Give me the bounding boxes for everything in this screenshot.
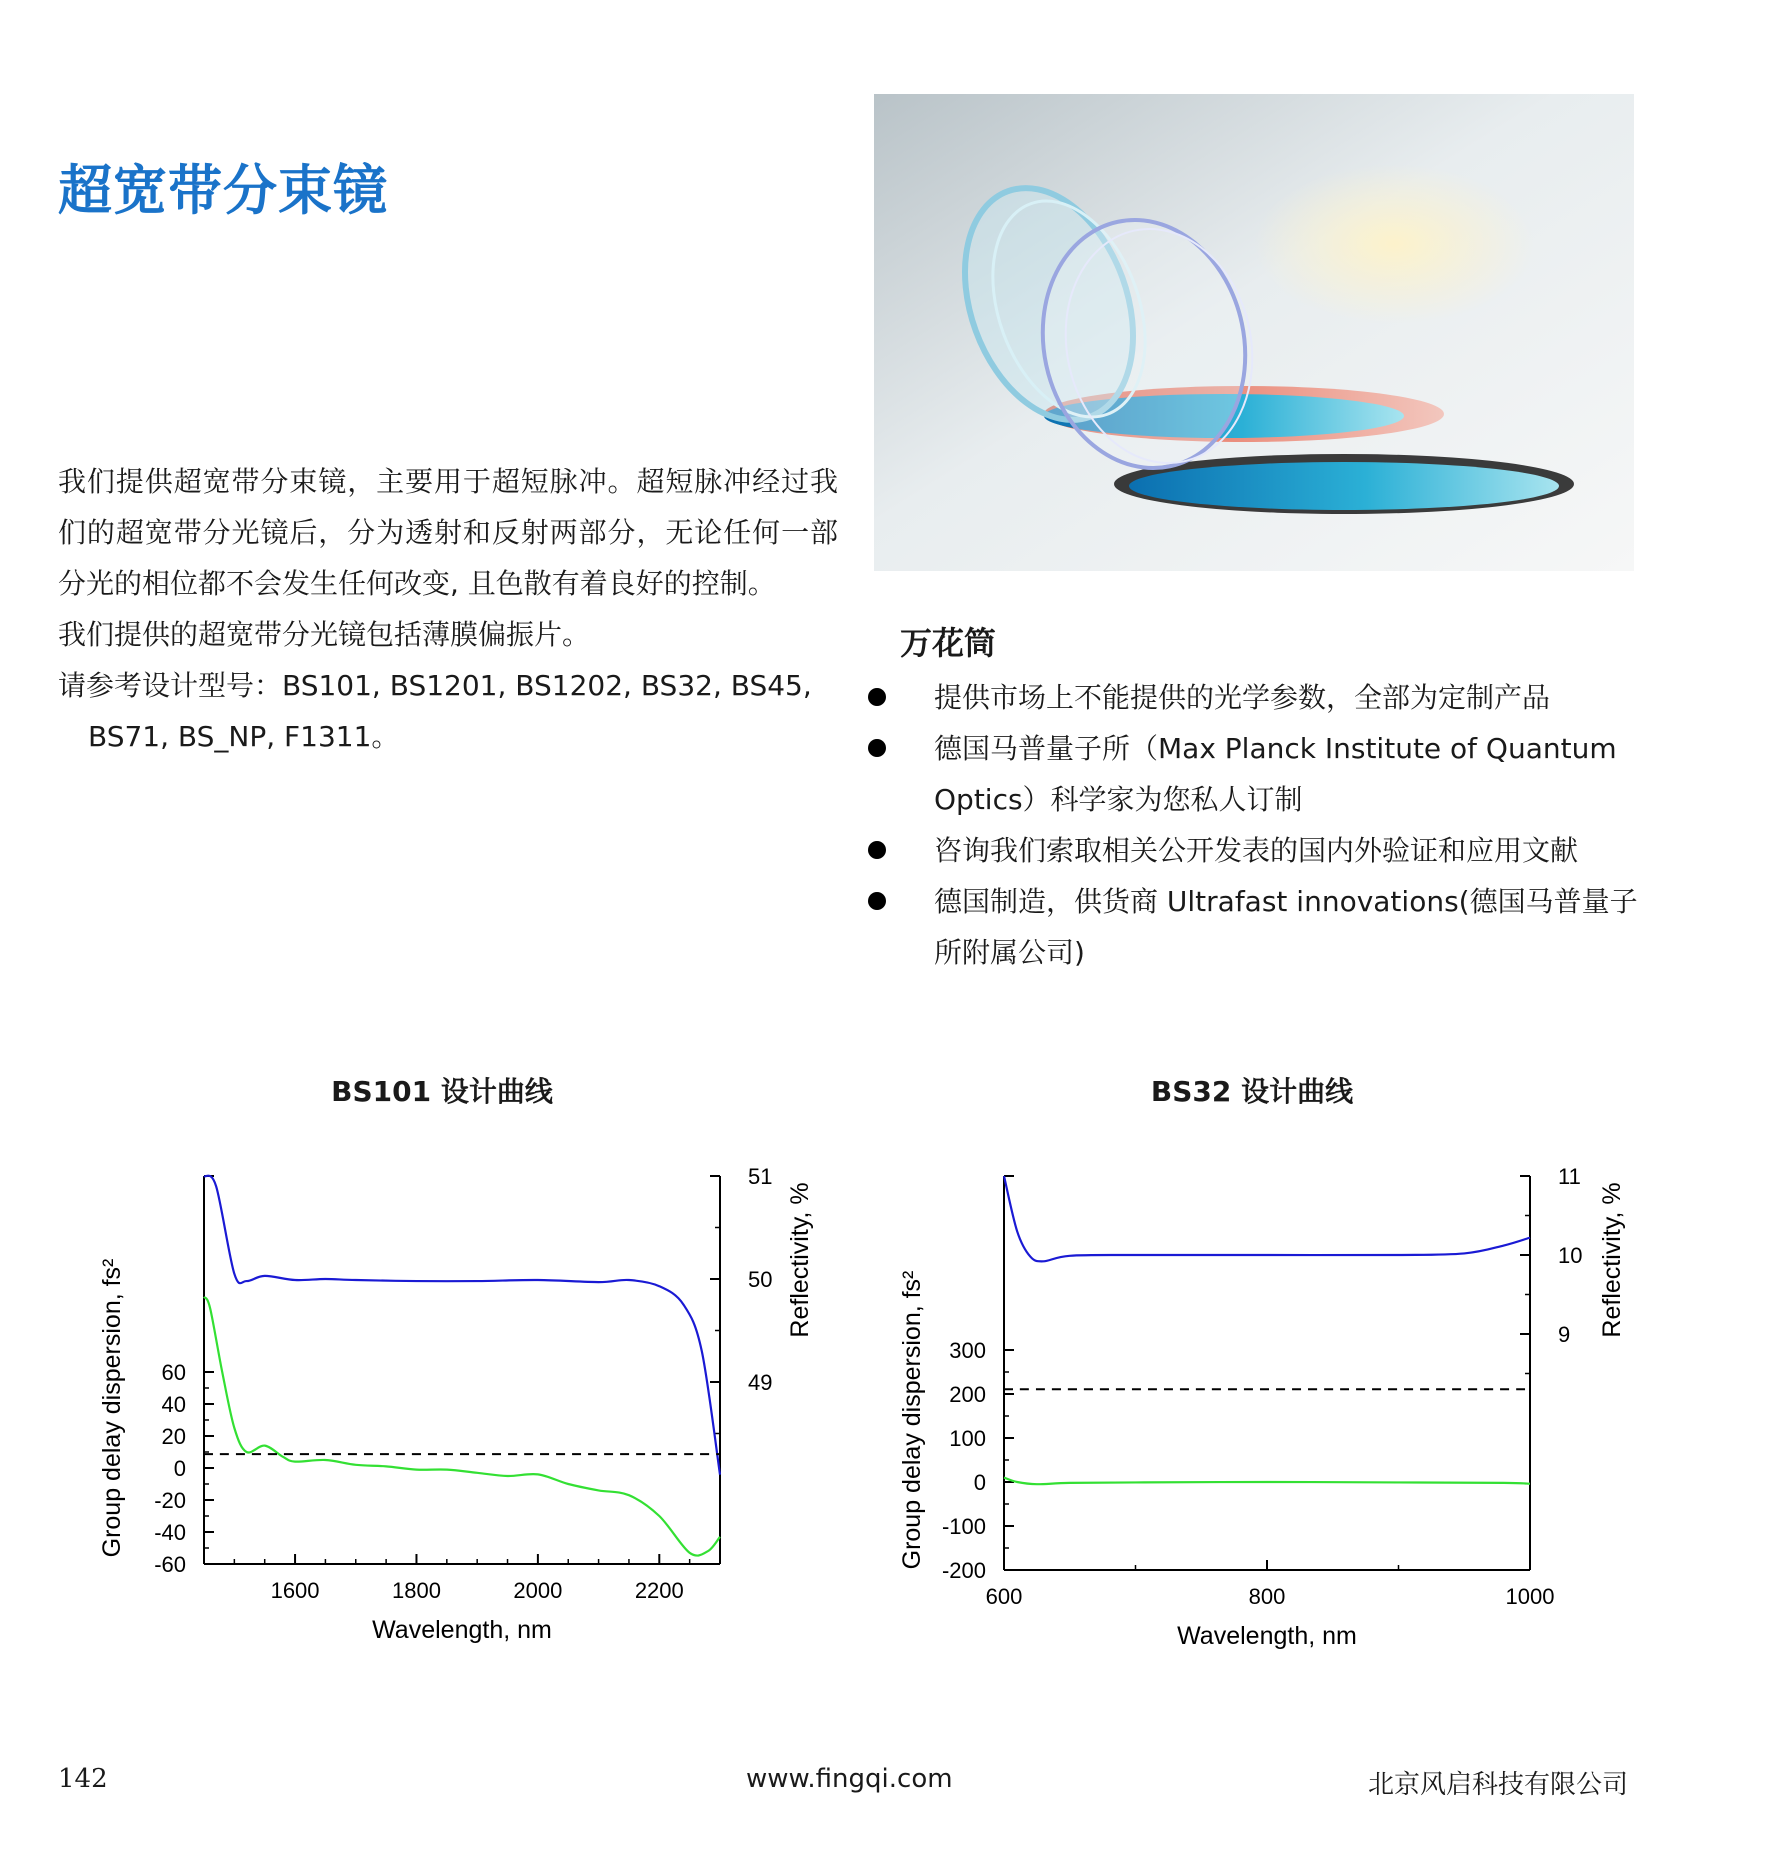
bullet-icon [868, 688, 886, 706]
x-axis-label: Wavelength, nm [1177, 1622, 1357, 1650]
intro-paragraph-4: BS71, BS_NP, F1311。 [88, 720, 400, 753]
list-item-text: 咨询我们索取相关公开发表的国内外验证和应用文献 [934, 834, 1579, 867]
x-tick-label: 1800 [391, 1578, 441, 1603]
intro-paragraph-3: 请参考设计型号：BS101, BS1201, BS1202, BS32, BS45, [58, 669, 812, 702]
y-tick-label: 40 [161, 1392, 186, 1417]
reflectivity-series-line [204, 1176, 720, 1475]
list-item [868, 825, 1648, 876]
x-tick-label: 1000 [1505, 1584, 1555, 1609]
y-axis-label: Group delay dispersion, fs² [98, 1258, 126, 1558]
y-right-tick-label: 50 [748, 1267, 773, 1292]
y-axis-label: Group delay dispersion, fs² [898, 1270, 926, 1570]
gdd-series-line [1004, 1478, 1530, 1485]
website-link[interactable]: www.fingqi.com [746, 1764, 953, 1794]
x-tick-label: 600 [985, 1584, 1023, 1609]
chart-title-bs32: BS32 设计曲线 [1150, 1075, 1354, 1108]
chart-bs32 [880, 1150, 1660, 1660]
bullet-icon [868, 739, 886, 757]
company-name: 北京风启科技有限公司 [1368, 1770, 1629, 1800]
list-item-text: 提供市场上不能提供的光学参数，全部为定制产品 [934, 681, 1551, 714]
y-tick-label: -60 [154, 1552, 186, 1577]
chart-bs101 [80, 1150, 860, 1650]
list-item-text: 德国马普量子所（Max Planck Institute of Quantum Optics）科学家为您私人订制 [934, 732, 1617, 816]
bullet-icon [868, 841, 886, 859]
gdd-series-line [204, 1297, 720, 1556]
y-right-tick-label: 10 [1558, 1243, 1583, 1268]
bullet-icon [868, 892, 886, 910]
reflectivity-series-line [1004, 1176, 1530, 1261]
y-tick-label: 60 [161, 1360, 186, 1385]
y-right-tick-label: 9 [1558, 1322, 1571, 1347]
x-axis-label: Wavelength, nm [372, 1616, 552, 1644]
y-tick-label: -100 [941, 1514, 986, 1539]
y-tick-label: 200 [949, 1382, 986, 1407]
y-right-axis-label: Reflectivity, % [1598, 1182, 1626, 1338]
intro-paragraph-2: 我们提供的超宽带分光镜包括薄膜偏振片。 [58, 618, 591, 651]
y-tick-label: 100 [949, 1426, 986, 1451]
x-tick-label: 2200 [634, 1578, 684, 1603]
y-tick-label: -40 [154, 1520, 186, 1545]
x-tick-label: 1600 [270, 1578, 320, 1603]
y-tick-label: 20 [161, 1424, 186, 1449]
chart-title-bs101: BS101 设计曲线 [331, 1075, 553, 1108]
beamsplitter-photo-illustration [874, 94, 1634, 571]
intro-text [58, 456, 838, 762]
y-tick-label: 300 [949, 1338, 986, 1363]
product-photo [874, 94, 1634, 571]
y-tick-label: 0 [173, 1456, 186, 1481]
list-item-text: 德国制造，供货商 Ultrafast innovations(德国马普量子所附属公司) [934, 885, 1638, 969]
page-title: 超宽带分束镜 [58, 159, 388, 222]
intro-paragraph-1: 我们提供超宽带分束镜，主要用于超短脉冲。超短脉冲经过我们的超宽带分光镜后，分为透射和反射两部分，无论任何一部分光的相位都不会发生任何改变, 且色散有着良好的控制。 [58, 465, 838, 600]
section-title: 万花筒 [900, 624, 997, 662]
feature-list [868, 672, 1648, 978]
y-tick-label: -20 [154, 1488, 186, 1513]
y-right-tick-label: 11 [1558, 1164, 1581, 1189]
y-right-tick-label: 49 [748, 1370, 773, 1395]
x-tick-label: 800 [1248, 1584, 1286, 1609]
y-right-axis-label: Reflectivity, % [786, 1182, 814, 1338]
list-item [868, 672, 1648, 723]
y-tick-label: -200 [941, 1558, 986, 1583]
x-tick-label: 2000 [513, 1578, 563, 1603]
list-item [868, 723, 1648, 825]
y-tick-label: 0 [973, 1470, 986, 1495]
y-right-tick-label: 51 [748, 1164, 773, 1189]
list-item [868, 876, 1648, 978]
page-number: 142 [58, 1764, 108, 1794]
